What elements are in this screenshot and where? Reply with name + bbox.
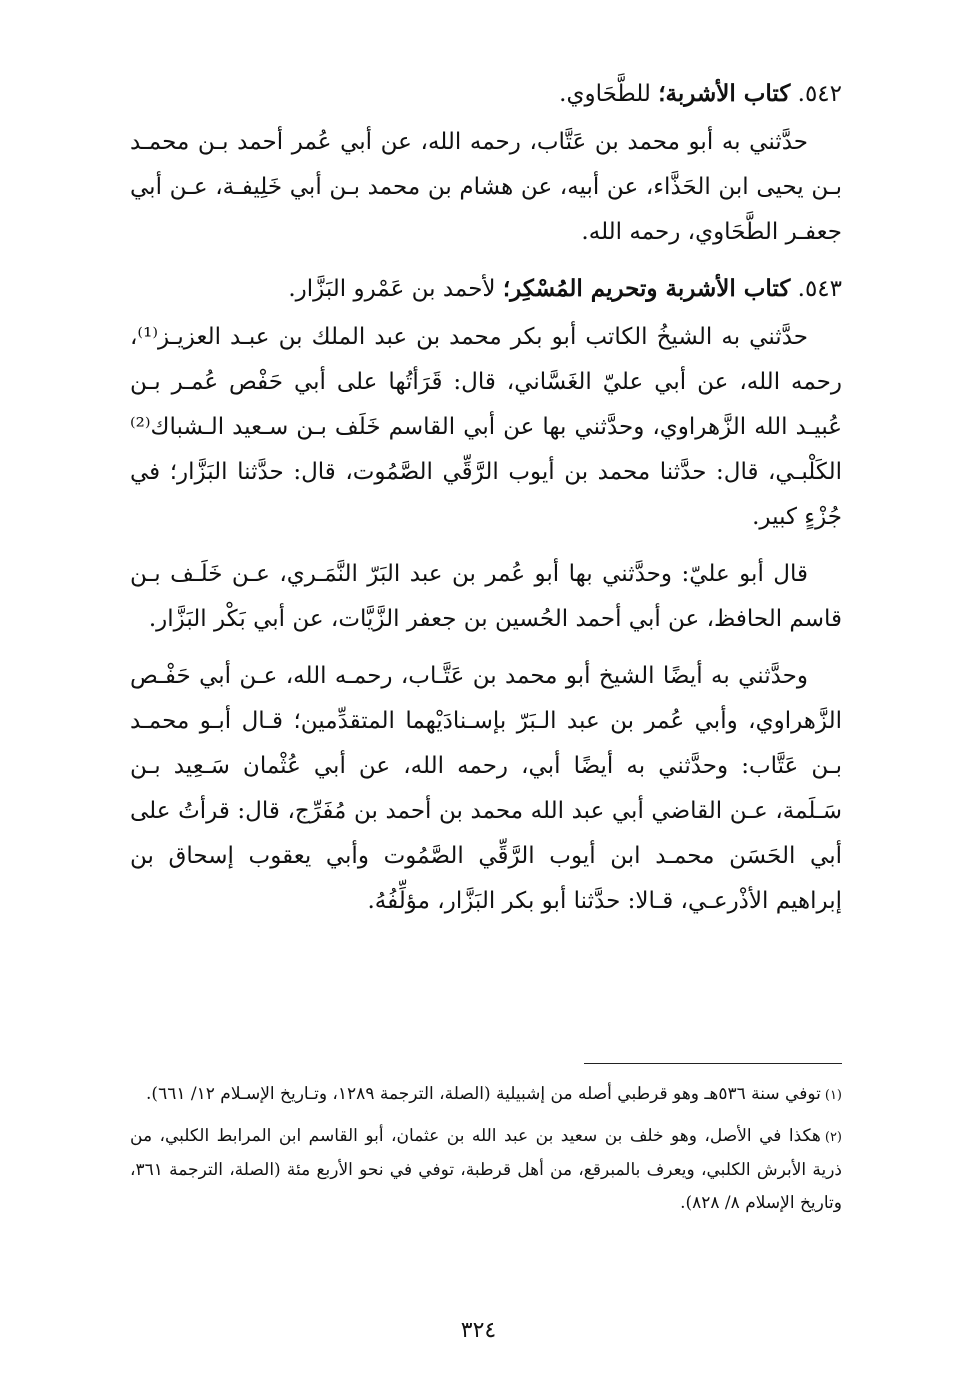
paragraph: وحدَّثني به أيضًا الشيخ أبو محمد بن عَتَّـاب، رحمـه الله، عـن أبي حَفْـص الزَّهراوي، وأبي عُمر بن عبد الـبَرّ بإسـنادَيْهما المتقدِّمين؛ قـال أبـو محمـد بـن عَتَّاب: وحدَّثني به أيضًا أبي، رحمه الله، عن أبي عُثْمان سَـعِيد بـن سَـلَمة، عـن القاضي أبي عبد الله محمد بن أحمد بن مُفَرِّج، قال: قرأتُ على أبي الحَسَن محمـد ابن أيوب الرَّقِّي الصَّمُوت وأبي يعقوب إسحاق بن إبراهيم الأذْرعـي، قـالا: حدَّثنا أبو بكر البَزَّار، مؤلِّفُهُ. [130, 663, 842, 914]
book-author: للطَّحَاوي. [559, 81, 659, 107]
footnote-mark: (٢) [824, 1130, 842, 1145]
main-text [130, 72, 842, 936]
paragraph: قال أبو عليّ: وحدَّثني بها أبو عُمر بن عبد البَرّ النَّمَـري، عـن خَلَـف بـن قاسم الحافظ، عن أبي أحمد الحُسين بن جعفر الزَّيَّات، عن أبي بَكْر البَزَّار. [130, 561, 842, 632]
footnote-text: هكذا في الأصل، وهو خلف بن سعيد بن عبد الله بن عثمان، أبو القاسم ابن المرابط الكلبي، من ذرية الأبرش الكلبي، ويعرف بالمبرقع، من أهل قرطبة، توفي في نحو الأربع مئة (الصلة، الترجمة ٣٦١، وتاريخ الإسلام ٨/ ٨٢٨). [130, 1126, 842, 1213]
entry-heading-542 [130, 72, 842, 116]
paragraph: حدَّثني به أبو محمد بن عَتَّاب، رحمه الله، عن أبي عُمر أحمد بـن محمـد بـن يحيى ابن الحَذَّاء، عن أبيه، عن هشام بن محمد بـن أبي خَلِيفـة، عـن أبي جعفـر الطَّحَاوي، رحمه الله. [130, 129, 842, 245]
footnote-2 [130, 1120, 842, 1220]
entry-heading-543 [130, 267, 842, 311]
book-author: لأحمد بن عَمْرو البَزَّار. [288, 276, 503, 302]
footnote-separator [584, 1063, 842, 1064]
footnotes [130, 1078, 842, 1228]
footnote-1 [130, 1078, 842, 1112]
entry-number: ٥٤٢. [797, 81, 842, 107]
footnote-mark: (١) [824, 1088, 842, 1103]
page-number: ٣٢٤ [460, 1318, 497, 1343]
book-title: كتاب الأشربة وتحريم المُسْكِر؛ [502, 275, 791, 302]
book-title: كتاب الأشربة؛ [658, 80, 791, 107]
paragraph: حدَّثني به الشيخُ الكاتب أبو بكر محمد بن عبد الملك بن عبـد العزيـز⁽¹⁾، رحمه الله، عن أبي عليّ الغَسَّاني، قال: قَرَأتُها على أبي حَفْص عُمـر بـن عُبيـد الله الزَّهراوي، وحدَّثني بها عن أبي القاسم خَلَف بـن سـعيد الـشباك⁽²⁾ الكَلْبـي، قال: حدَّثنا محمد بن أيوب الرَّقِّي الصَّمُوت، قال: حدَّثنا البَزَّار؛ في جُزْءٍ كبير. [130, 324, 842, 530]
footnote-text: توفي سنة ٥٣٦هـ وهو قرطبي أصله من إشبيلية (الصلة، الترجمة ١٢٨٩، وتـاريخ الإسـلام ١٢/ ٦٦١). [146, 1084, 821, 1104]
entry-number: ٥٤٣. [797, 276, 842, 302]
